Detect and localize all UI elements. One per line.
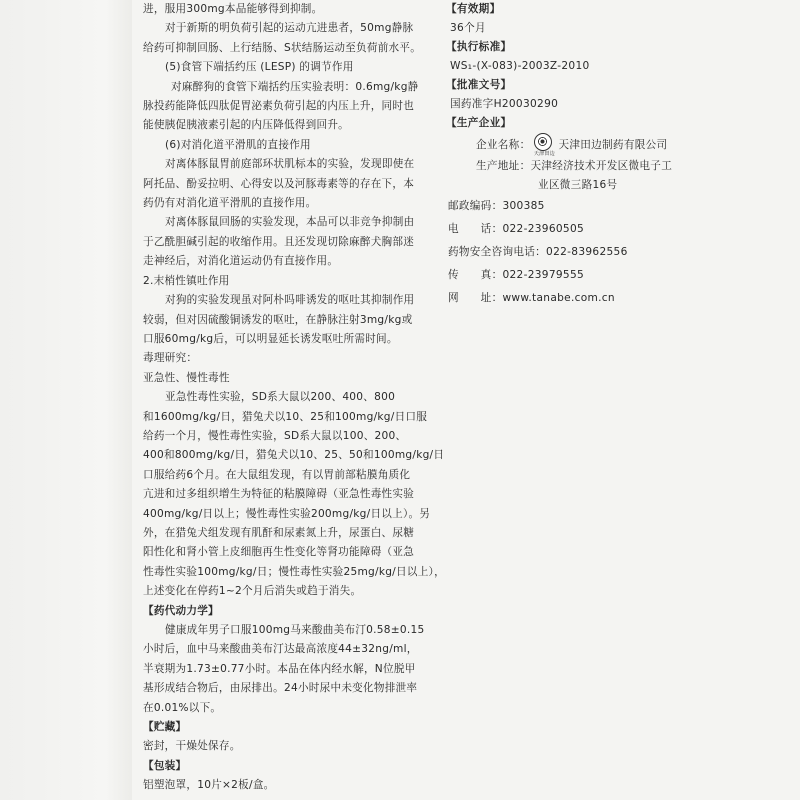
postcode-row (448, 197, 800, 216)
text-line: 在0.01%以下。 (143, 701, 222, 714)
text-line: 阳性化和肾小管上皮细胞再生性变化等肾功能障碍（亚急 (143, 546, 415, 559)
logo-caption: 天津田边 (533, 151, 556, 157)
safety-label: 药物安全咨询电话： (448, 246, 547, 258)
address-row (476, 157, 800, 176)
tanabe-logo-icon (534, 133, 552, 151)
text-line: 性毒性实验100mg/kg/日；慢性毒性实验25mg/kg/日以上）， (143, 565, 445, 578)
text-line: 于乙酰胆碱引起的收缩作用。且还发现切除麻醉犬胸部迷 (143, 235, 415, 248)
fax-label: 传 真： (448, 269, 503, 281)
address-line2: 业区微三路16号 (538, 179, 618, 191)
text-line: 半衰期为1.73±0.77小时。本品在体内经水解，N位脱甲 (143, 662, 416, 675)
section-heading: 【药代动力学】 (143, 604, 219, 617)
right-column (446, 0, 800, 308)
text-line: 健康成年男子口服100mg马来酸曲美布汀0.58±0.15 (165, 624, 425, 636)
postcode-value: 300385 (502, 200, 545, 212)
text-line: 走神经后，对消化道运动仍有直接作用。 (143, 255, 339, 268)
web-label: 网 址： (448, 292, 503, 304)
text-line: 药仍有对消化道平滑肌的直接作用。 (143, 197, 317, 210)
text-line: 给药一个月，慢性毒性实验，SD系大鼠以100、200、 (143, 429, 407, 442)
section-heading: 亚急性、慢性毒性 (143, 371, 230, 384)
phone-row (448, 220, 800, 239)
web-value: www.tanabe.com.cn (502, 292, 615, 304)
text-line: 铝塑泡罩，10片×2板/盒。 (143, 779, 275, 792)
company-name: 天津田边制药有限公司 (558, 138, 668, 151)
text-line: 口服给药6个月。在大鼠组发现，有以胃前部粘膜角质化 (143, 468, 411, 481)
website-row (448, 289, 800, 308)
text-line: 对离体豚鼠回肠的实验发现，本品可以非竞争抑制由 (165, 216, 415, 229)
text-line: 密封，干燥处保存。 (143, 740, 241, 753)
text-line: 较弱，但对因硫酸铜诱发的呕吐，在静脉注射3mg/kg或 (143, 313, 413, 326)
section-heading: 【贮藏】 (143, 721, 187, 734)
text-line: 和1600mg/kg/日，猎兔犬以10、25和100mg/kg/日口服 (143, 410, 428, 423)
section-heading: 【包装】 (143, 759, 187, 772)
postcode-label: 邮政编码： (448, 200, 503, 212)
standard-heading: 【执行标准】 (446, 41, 512, 53)
text-line: 外，在猎兔犬组发现有肌酐和尿素氮上升，尿蛋白、尿糖 (143, 526, 415, 539)
text-line: 对麻醉狗的食管下端括约压实验表明：0.6mg/kg静 (171, 80, 419, 93)
text-line: 亚急性毒性实验，SD系大鼠以200、400、800 (165, 391, 396, 404)
fax-value: 022-23979555 (502, 269, 585, 281)
text-line: 对于新斯的明负荷引起的运动亢进患者，50mg静脉 (165, 22, 414, 35)
address-line1: 天津经济技术开发区微电子工 (530, 160, 673, 172)
text-line: 脉投药能降低四肽促胃泌素负荷引起的内压上升，同时也 (143, 100, 415, 113)
company-row (476, 133, 800, 157)
text-line: 阿托品、酚妥拉明、心得安以及河豚毒素等的存在下，本 (143, 177, 415, 190)
phone-value: 022-23960505 (502, 223, 585, 235)
section-heading: (5)食管下端括约压 (LESP) 的调节作用 (165, 61, 354, 74)
text-line: 进，服用300mg本品能够得到抑制。 (143, 3, 323, 15)
text-line: 亢进和过多组织增生为特征的粘膜障碍（亚急性毒性实验 (143, 488, 415, 501)
text-line: 400mg/kg/日以上；慢性毒性实验200mg/kg/日以上）。另 (143, 507, 431, 520)
text-line: 基形成结合物后，由尿排出。24小时尿中未变化物排泄率 (143, 682, 418, 695)
text-line: 能使胰促胰液素引起的内压降低得到回升。 (143, 119, 350, 132)
text-line: 给药可抑制回肠、上行结肠、S状结肠运动至负荷前水平。 (143, 41, 422, 54)
address-label: 生产地址： (476, 160, 531, 172)
section-heading: 毒理研究： (143, 352, 198, 365)
text-line: 对离体豚鼠胃前庭部环状肌标本的实验，发现即使在 (165, 158, 415, 171)
safety-value: 022-83962556 (546, 246, 628, 258)
manufacturer-heading: 【生产企业】 (446, 117, 512, 129)
validity-heading: 【有效期】 (446, 3, 501, 15)
text-line: 对狗的实验发现虽对阿朴吗啡诱发的呕吐其抑制作用 (165, 294, 415, 307)
fold-shadow (0, 0, 132, 800)
approval-value: 国药准字H20030290 (450, 98, 559, 110)
section-heading: (6)对消化道平滑肌的直接作用 (165, 138, 311, 151)
validity-value: 36个月 (450, 22, 486, 34)
company-label: 企业名称： (476, 138, 531, 151)
approval-heading: 【批准文号】 (446, 79, 512, 91)
standard-value: WS₁-(X-083)-2003Z-2010 (450, 60, 590, 72)
fax-row (448, 266, 800, 285)
safety-phone-row (448, 243, 800, 262)
phone-label: 电 话： (448, 223, 503, 235)
text-line: 小时后，血中马来酸曲美布汀达最高浓度44±32ng/ml， (143, 643, 418, 656)
left-column (143, 0, 473, 796)
section-heading: 2.末梢性镇吐作用 (143, 274, 230, 287)
text-line: 上述变化在停药1~2个月后消失或趋于消失。 (143, 585, 362, 598)
text-line: 400和800mg/kg/日，猎兔犬以10、25、50和100mg/kg/日 (143, 449, 445, 462)
text-line: 口服60mg/kg后，可以明显延长诱发呕吐所需时间。 (143, 332, 398, 345)
